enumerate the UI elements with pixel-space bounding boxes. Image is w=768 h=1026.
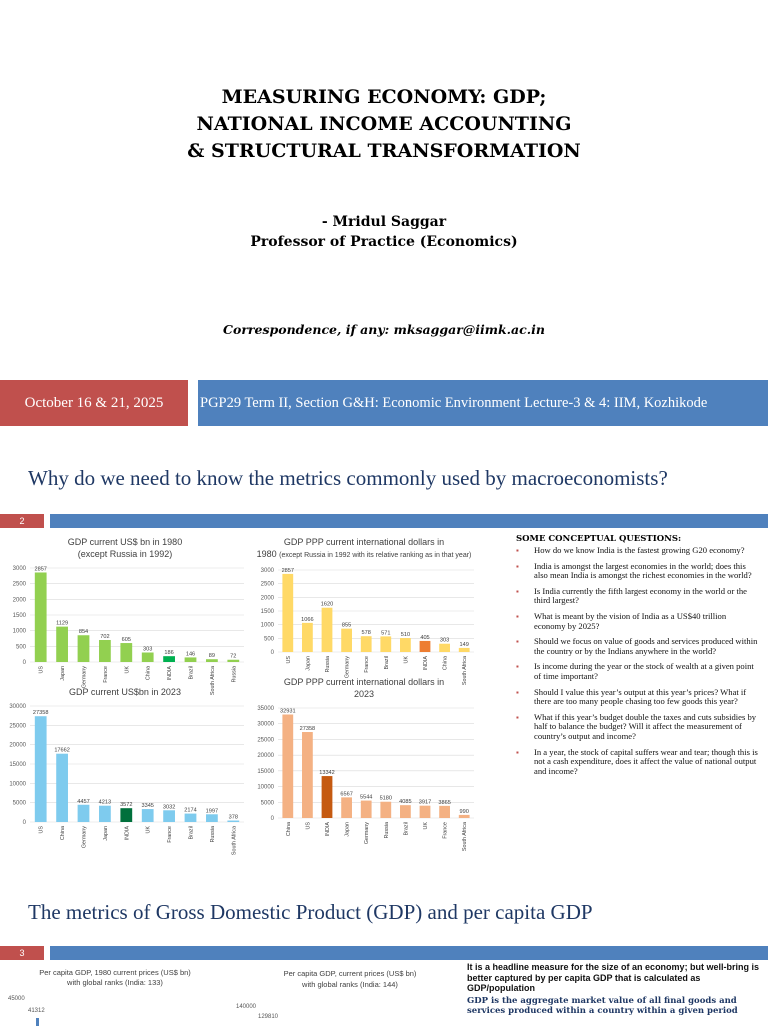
x-tick-label: UK (403, 656, 410, 664)
x-tick-label: Brazil (403, 822, 410, 836)
question-item: ▪ Is income during the year or the stock of wealth at a given point of time important? (512, 662, 758, 681)
x-tick-label: INDIA (325, 822, 331, 837)
x-tick-label: South Africa (462, 656, 469, 686)
data-label: 3917 (418, 799, 432, 806)
x-tick-label: INDIA (124, 826, 131, 841)
data-label: 13342 (319, 770, 335, 777)
data-label: 1620 (320, 601, 334, 608)
chart-gdp-2023 (0, 686, 250, 861)
y-tick-label: 2000 (260, 595, 274, 602)
x-tick-label: South Africa (209, 666, 216, 696)
y-tick-label: 1500 (260, 609, 274, 615)
x-tick-label: US (305, 822, 312, 830)
chart-title-line: GDP PPP current international dollars in (283, 677, 445, 687)
data-label: 72 (230, 653, 237, 660)
y-tick-label: 1500 (12, 613, 26, 619)
data-label: 303 (143, 646, 153, 653)
y-tick-label: 20000 (257, 753, 274, 760)
chart-subtitle-line: with global ranks (India: 133) (67, 978, 163, 987)
chart-subtitle-line: (except Russia in 1992) (77, 549, 173, 559)
chart-title-line: Per capita GDP, 1980 current prices (US$ bn) (39, 968, 191, 977)
chart-title-line: GDP current US$ bn in 1980 (67, 537, 183, 547)
data-label: 3572 (120, 802, 133, 809)
slide3-heading: The metrics of Gross Domestic Product (GDP) and per capita GDP (28, 900, 593, 924)
y-tick-label: 10000 (9, 781, 26, 788)
bar-russia (206, 814, 218, 822)
x-tick-label: France (364, 656, 371, 673)
y-tick-label: 5000 (12, 800, 26, 807)
question-item: ▪ How do we know India is the fastest growing G20 economy? (512, 546, 758, 556)
x-tick-label: Russia (231, 666, 238, 683)
data-label: 405 (420, 634, 430, 641)
data-label: 27358 (299, 726, 316, 733)
y-tick-label: 0 (270, 816, 274, 822)
bar-france (439, 806, 450, 818)
x-tick-label: Germany (364, 822, 371, 845)
chart-title-line: GDP current US$bn in 2023 (69, 687, 181, 697)
x-tick-label: Germany (344, 656, 351, 679)
y-tick-label: 3000 (12, 566, 26, 572)
data-label: 41312 (28, 1008, 45, 1014)
bar-india (322, 776, 333, 818)
slide2-heading: Why do we need to know the metrics commonly used by macroeconomists? (28, 466, 668, 490)
bar-india (163, 656, 175, 662)
chart-subtitle-line: with global ranks (India: 144) (302, 980, 398, 989)
x-tick-label: Russia (209, 826, 216, 843)
chart-gdp-1980 (0, 536, 250, 701)
title-line-3: & STRUCTURAL TRANSFORMATION (187, 140, 581, 162)
bar-china (282, 715, 293, 818)
data-label: 17662 (54, 747, 70, 754)
data-label: 2857 (34, 566, 47, 573)
question-item: ▪ Should I value this year’s output at this year’s prices? What if there are too many people chasing too few goods this year? (512, 688, 758, 707)
data-label: 32931 (280, 708, 296, 715)
bar-south-africa (206, 659, 218, 662)
chart-title (0, 536, 250, 560)
chart-svg (0, 560, 250, 696)
data-label: 4085 (399, 799, 412, 806)
y-tick-label: 25000 (257, 737, 274, 744)
chart-svg (248, 562, 480, 686)
chart-subtitle-line: 2023 (353, 689, 375, 699)
data-label: 149 (459, 641, 469, 648)
chart-title (230, 968, 470, 990)
y-tick-label: 30000 (9, 704, 26, 710)
bar-china (56, 754, 68, 822)
chart-subtitle-line: 1980 (256, 549, 277, 559)
chart-note: (except Russia in 1992 with its relative ranking as in that year) (279, 552, 472, 559)
slide2-number: 2 (0, 514, 44, 528)
author-block (0, 212, 768, 252)
slide3-divider (50, 946, 768, 960)
x-tick-label: China (285, 822, 292, 837)
bar-brazil (185, 814, 197, 822)
bar-uk (142, 809, 154, 822)
chart-ppp-2023 (248, 676, 480, 857)
author-role: Professor of Practice (Economics) (250, 234, 518, 250)
date-banner (0, 380, 188, 426)
x-tick-label: US (38, 826, 45, 834)
x-tick-label: China (145, 666, 152, 681)
y-tick-label: 2500 (12, 581, 26, 588)
y-tick-label: 35000 (257, 706, 274, 712)
question-item: ▪ Is India currently the fifth largest economy in the world or the third largest? (512, 587, 758, 606)
x-tick-label: INDIA (167, 666, 174, 681)
x-tick-label: US (285, 656, 292, 664)
chart-svg (248, 700, 480, 852)
bar-south-africa (459, 815, 470, 818)
data-label: 2857 (281, 567, 295, 574)
gdp-headline-text: It is a headline measure for the size of an economy; but well-bring is better captured by per capita GDP that is calculated as GDP/population (467, 962, 760, 993)
bar-india (420, 641, 431, 652)
data-label: 5544 (359, 794, 373, 801)
question-item: ▪ What is meant by the vision of India as a US$40 trillion economy by 2025? (512, 612, 758, 631)
chart-title (248, 536, 480, 562)
x-tick-label: France (442, 822, 449, 839)
x-tick-label: Japan (102, 826, 109, 841)
chart-title (0, 968, 230, 988)
bar-japan (302, 623, 313, 652)
title-line-1: MEASURING ECONOMY: GDP; (221, 86, 547, 108)
bar-japan (56, 627, 68, 662)
data-label: 146 (185, 651, 196, 658)
question-item: ▪ In a year, the stock of capital suffers wear and tear; though this is not a cash expenditure, does it affect the value of national output and income? (512, 748, 758, 777)
bar-brazil (380, 636, 391, 652)
y-tick-label: 1000 (260, 622, 274, 629)
chart-title (248, 676, 480, 700)
x-tick-label: Germany (81, 826, 88, 849)
bar-germany (78, 805, 90, 822)
correspondence: Correspondence, if any: mksaggar@iimk.ac.in (223, 322, 545, 337)
title-line-2: NATIONAL INCOME ACCOUNTING (196, 113, 572, 135)
x-tick-label: Japan (344, 822, 351, 837)
y-tick-label: 25000 (9, 723, 26, 730)
bar-india (120, 808, 132, 822)
data-label: 303 (439, 637, 450, 644)
bar-japan (341, 797, 352, 818)
course-banner (198, 380, 768, 426)
course-label: PGP29 Term II, Section G&H: Economic Environment Lecture-3 & 4: IIM, Kozhikode (200, 394, 708, 411)
bar (36, 1018, 39, 1026)
x-tick-label: US (38, 666, 45, 674)
x-tick-label: Brazil (188, 826, 195, 840)
bar-south-africa (227, 821, 239, 822)
y-tick-label: 10000 (257, 784, 274, 791)
data-label: 854 (78, 629, 89, 636)
x-tick-label: Brazil (383, 656, 390, 670)
slide2-divider (50, 514, 768, 528)
x-tick-label: UK (423, 822, 429, 830)
x-tick-label: UK (145, 826, 152, 834)
y-tick: 45000 (8, 996, 25, 1002)
chart-title-line-2 (248, 548, 480, 562)
author-name: - Mridul Saggar (321, 214, 447, 230)
y-tick-label: 5000 (260, 800, 274, 807)
data-label: 605 (121, 637, 131, 644)
data-label: 2174 (184, 807, 197, 814)
x-tick-label: France (102, 666, 109, 683)
questions-title: SOME CONCEPTUAL QUESTIONS: (516, 534, 682, 544)
chart-title-line: GDP PPP current international dollars in (283, 537, 445, 547)
bar-us (35, 716, 47, 822)
bar-germany (341, 629, 352, 652)
questions-list (512, 546, 758, 782)
bar-brazil (185, 657, 197, 662)
bar-uk (120, 643, 132, 662)
chart-title-line: Per capita GDP, current prices (US$ bn) (283, 969, 417, 978)
data-label: 1066 (301, 616, 314, 623)
data-label: 4457 (77, 798, 90, 805)
y-tick-label: 20000 (9, 742, 26, 749)
data-label: 855 (341, 622, 352, 629)
data-label: 6567 (340, 791, 353, 798)
bar-germany (361, 801, 372, 818)
y-tick-label: 1000 (12, 628, 26, 635)
x-tick-label: Russia (383, 822, 390, 839)
chart-title (0, 686, 250, 698)
data-label: 571 (381, 630, 391, 637)
x-tick-label: South Africa (462, 822, 469, 852)
bar-south-africa (459, 648, 470, 652)
x-tick-label: Japan (305, 656, 312, 671)
data-label: 510 (400, 632, 411, 639)
y-tick-label: 15000 (257, 768, 274, 775)
data-label: 186 (164, 650, 174, 657)
x-tick-label: Germany (81, 666, 88, 689)
bar-uk (420, 806, 431, 818)
bar-france (163, 810, 175, 822)
data-label: 1129 (56, 620, 69, 627)
x-tick-label: South Africa (231, 826, 238, 856)
x-tick-label: France (167, 826, 174, 843)
data-label: 27358 (32, 710, 49, 717)
x-tick-label: Japan (60, 666, 67, 681)
bar-russia (227, 660, 239, 662)
question-item: ▪ Should we focus on value of goods and services produced within the country or by the Indians anywhere in the world? (512, 637, 758, 656)
x-tick-label: UK (124, 666, 131, 674)
y-tick-label: 0 (22, 820, 26, 826)
bar-france (361, 636, 372, 652)
gdp-definition: GDP is the aggregate market value of all final goods and services produced within a country within a given period (467, 996, 738, 1016)
data-label: 89 (208, 653, 216, 660)
data-label: 4213 (98, 799, 112, 806)
x-tick-label: INDIA (423, 656, 429, 671)
data-label: 1997 (205, 808, 219, 815)
data-label: 578 (361, 630, 371, 637)
chart-per-capita-current (230, 968, 470, 1020)
y-tick-label: 0 (22, 660, 26, 666)
bar-us (302, 732, 313, 818)
question-item: ▪ What if this year’s budget double the taxes and cuts subsidies by half to balance the budget? Will it affect the measurement of country’s output and income? (512, 713, 758, 742)
chart-per-capita-1980 (0, 968, 230, 1014)
x-tick-label: China (60, 826, 67, 841)
y-tick-label: 3000 (260, 568, 274, 574)
y-tick-label: 0 (270, 650, 274, 656)
bar-us (282, 574, 293, 652)
x-tick-label: China (442, 656, 449, 671)
bar-china (439, 644, 450, 652)
bar-us (35, 572, 47, 662)
date-label: October 16 & 21, 2025 (24, 394, 164, 411)
y-tick-label: 500 (263, 636, 274, 643)
slide3-number: 3 (0, 946, 44, 960)
data-label: 129810 (258, 1014, 279, 1020)
bar-japan (99, 806, 111, 822)
chart-svg (0, 698, 250, 856)
y-tick: 140000 (236, 1004, 257, 1010)
data-label: 702 (100, 634, 110, 641)
x-tick-label: Brazil (188, 666, 195, 680)
bar-china (142, 653, 154, 662)
chart-ppp-1980 (248, 536, 480, 691)
y-tick-label: 15000 (9, 762, 26, 768)
x-tick-label: Russia (325, 656, 331, 673)
bar-france (99, 640, 111, 662)
slide2-bar (0, 514, 768, 528)
data-label: 5180 (379, 795, 393, 802)
y-tick-label: 2500 (260, 581, 274, 588)
bar-germany (78, 635, 90, 662)
document-title (0, 84, 768, 165)
bar-brazil (400, 805, 411, 818)
bar-russia (322, 608, 333, 652)
data-label: 990 (459, 808, 469, 815)
slide3-bar (0, 946, 768, 960)
y-tick-label: 2000 (12, 597, 26, 604)
question-item: ▪ India is amongst the largest economies in the world; does this also mean India is amongst the richest economies in the world? (512, 562, 758, 581)
y-tick-label: 500 (15, 644, 26, 651)
data-label: 3345 (141, 803, 154, 810)
bar-uk (400, 638, 411, 652)
data-label: 3865 (438, 799, 451, 806)
data-label: 3032 (162, 804, 176, 811)
data-label: 378 (228, 814, 238, 821)
bar-russia (380, 802, 391, 818)
y-tick-label: 30000 (257, 721, 274, 728)
